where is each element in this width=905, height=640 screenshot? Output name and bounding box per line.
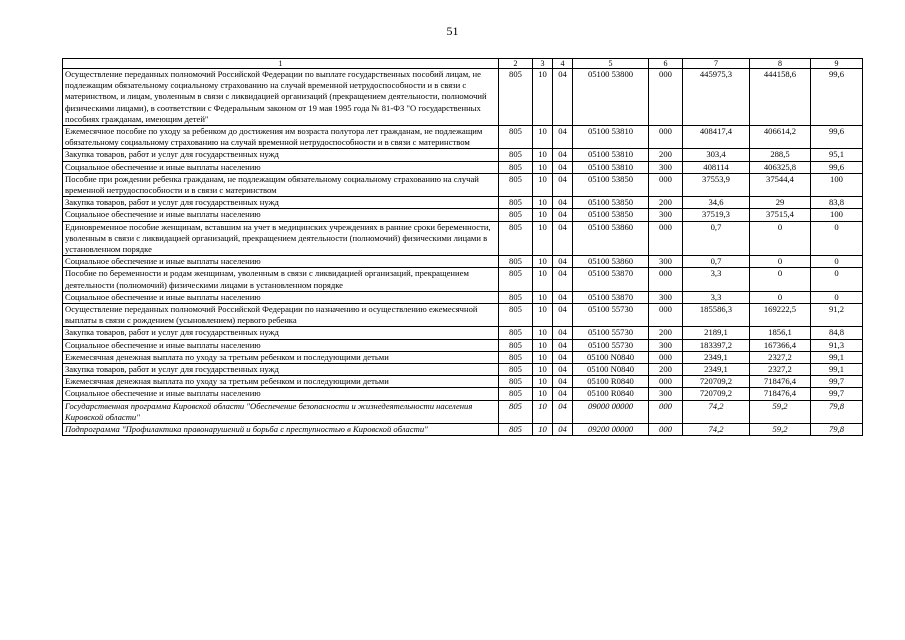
cell-c8: 169222,5 xyxy=(750,304,811,327)
cell-c5: 05100 53860 xyxy=(573,221,649,256)
cell-c2: 805 xyxy=(499,424,533,436)
column-header: 1 xyxy=(63,59,499,69)
column-header: 8 xyxy=(750,59,811,69)
cell-c4: 04 xyxy=(553,291,573,303)
cell-c3: 10 xyxy=(533,173,553,196)
cell-c2: 805 xyxy=(499,364,533,376)
cell-c8: 167366,4 xyxy=(750,339,811,351)
cell-c3: 10 xyxy=(533,400,553,423)
cell-c4: 04 xyxy=(553,161,573,173)
table-row xyxy=(63,69,863,126)
cell-c4: 04 xyxy=(553,424,573,436)
cell-c9: 99,7 xyxy=(811,388,863,400)
cell-c8: 0 xyxy=(750,268,811,291)
cell-c3: 10 xyxy=(533,291,553,303)
cell-c2: 805 xyxy=(499,126,533,149)
row-name-cell: Социальное обеспечение и иные выплаты населению xyxy=(63,209,499,221)
cell-c8: 37515,4 xyxy=(750,209,811,221)
row-name-cell: Закупка товаров, работ и услуг для государственных нужд xyxy=(63,364,499,376)
cell-c8: 288,5 xyxy=(750,149,811,161)
cell-c9: 99,6 xyxy=(811,69,863,126)
cell-c2: 805 xyxy=(499,197,533,209)
cell-c8: 2327,2 xyxy=(750,364,811,376)
cell-c4: 04 xyxy=(553,149,573,161)
cell-c2: 805 xyxy=(499,173,533,196)
cell-c5: 05100 R0840 xyxy=(573,388,649,400)
row-name-cell: Социальное обеспечение и иные выплаты населению xyxy=(63,161,499,173)
row-name-cell: Социальное обеспечение и иные выплаты населению xyxy=(63,291,499,303)
cell-c7: 2349,1 xyxy=(683,364,750,376)
cell-c8: 444158,6 xyxy=(750,69,811,126)
cell-c6: 000 xyxy=(649,126,683,149)
cell-c7: 2349,1 xyxy=(683,351,750,363)
cell-c7: 183397,2 xyxy=(683,339,750,351)
cell-c5: 05100 53870 xyxy=(573,268,649,291)
cell-c5: 05100 53810 xyxy=(573,126,649,149)
row-name-cell: Закупка товаров, работ и услуг для государственных нужд xyxy=(63,197,499,209)
table-row xyxy=(63,256,863,268)
cell-c8: 2327,2 xyxy=(750,351,811,363)
column-header: 2 xyxy=(499,59,533,69)
cell-c7: 37519,3 xyxy=(683,209,750,221)
budget-table xyxy=(62,58,863,436)
cell-c5: 05100 53850 xyxy=(573,209,649,221)
row-name-cell: Ежемесячное пособие по уходу за ребенком до достижения им возраста полутора лет гражданам, не подлежащим обязательному социальному страхованию на случай временной нетрудоспособности и в связи с материнством xyxy=(63,126,499,149)
cell-c4: 04 xyxy=(553,209,573,221)
cell-c4: 04 xyxy=(553,268,573,291)
cell-c9: 0 xyxy=(811,256,863,268)
cell-c6: 300 xyxy=(649,388,683,400)
cell-c6: 300 xyxy=(649,161,683,173)
cell-c7: 0,7 xyxy=(683,256,750,268)
cell-c7: 74,2 xyxy=(683,400,750,423)
cell-c6: 000 xyxy=(649,69,683,126)
cell-c5: 05100 53870 xyxy=(573,291,649,303)
cell-c4: 04 xyxy=(553,173,573,196)
cell-c5: 05100 53850 xyxy=(573,173,649,196)
cell-c9: 100 xyxy=(811,209,863,221)
cell-c5: 05100 N0840 xyxy=(573,351,649,363)
cell-c4: 04 xyxy=(553,221,573,256)
cell-c6: 000 xyxy=(649,424,683,436)
column-header: 4 xyxy=(553,59,573,69)
table-row xyxy=(63,209,863,221)
cell-c7: 720709,2 xyxy=(683,388,750,400)
cell-c4: 04 xyxy=(553,126,573,149)
cell-c5: 05100 53860 xyxy=(573,256,649,268)
cell-c4: 04 xyxy=(553,256,573,268)
cell-c6: 000 xyxy=(649,221,683,256)
cell-c7: 185586,3 xyxy=(683,304,750,327)
cell-c3: 10 xyxy=(533,268,553,291)
cell-c2: 805 xyxy=(499,69,533,126)
cell-c9: 0 xyxy=(811,221,863,256)
table-row xyxy=(63,126,863,149)
cell-c9: 99,7 xyxy=(811,376,863,388)
cell-c5: 05100 55730 xyxy=(573,304,649,327)
cell-c8: 0 xyxy=(750,221,811,256)
cell-c8: 406614,2 xyxy=(750,126,811,149)
cell-c4: 04 xyxy=(553,304,573,327)
page-number: 51 xyxy=(446,24,459,38)
cell-c3: 10 xyxy=(533,149,553,161)
column-header: 3 xyxy=(533,59,553,69)
cell-c4: 04 xyxy=(553,197,573,209)
column-header: 5 xyxy=(573,59,649,69)
cell-c3: 10 xyxy=(533,69,553,126)
cell-c9: 99,6 xyxy=(811,161,863,173)
cell-c9: 99,1 xyxy=(811,364,863,376)
table-row xyxy=(63,161,863,173)
cell-c3: 10 xyxy=(533,256,553,268)
cell-c2: 805 xyxy=(499,376,533,388)
table-row xyxy=(63,291,863,303)
row-name-cell: Закупка товаров, работ и услуг для государственных нужд xyxy=(63,149,499,161)
cell-c7: 74,2 xyxy=(683,424,750,436)
cell-c7: 3,3 xyxy=(683,268,750,291)
cell-c6: 300 xyxy=(649,291,683,303)
table-row xyxy=(63,388,863,400)
cell-c4: 04 xyxy=(553,339,573,351)
cell-c8: 718476,4 xyxy=(750,388,811,400)
row-name-cell: Социальное обеспечение и иные выплаты населению xyxy=(63,388,499,400)
cell-c7: 3,3 xyxy=(683,291,750,303)
cell-c3: 10 xyxy=(533,424,553,436)
table-row xyxy=(63,364,863,376)
cell-c5: 05100 53810 xyxy=(573,161,649,173)
cell-c6: 000 xyxy=(649,351,683,363)
cell-c2: 805 xyxy=(499,291,533,303)
cell-c3: 10 xyxy=(533,351,553,363)
cell-c4: 04 xyxy=(553,327,573,339)
cell-c6: 000 xyxy=(649,304,683,327)
table-row xyxy=(63,376,863,388)
cell-c8: 59,2 xyxy=(750,424,811,436)
table-row xyxy=(63,221,863,256)
cell-c3: 10 xyxy=(533,339,553,351)
table-row xyxy=(63,327,863,339)
table-row xyxy=(63,304,863,327)
cell-c5: 05100 55730 xyxy=(573,339,649,351)
table-row xyxy=(63,197,863,209)
table-row xyxy=(63,424,863,436)
cell-c6: 300 xyxy=(649,209,683,221)
cell-c2: 805 xyxy=(499,209,533,221)
column-header: 7 xyxy=(683,59,750,69)
cell-c4: 04 xyxy=(553,376,573,388)
cell-c6: 000 xyxy=(649,400,683,423)
cell-c9: 100 xyxy=(811,173,863,196)
cell-c6: 200 xyxy=(649,327,683,339)
cell-c3: 10 xyxy=(533,376,553,388)
cell-c3: 10 xyxy=(533,161,553,173)
cell-c7: 408417,4 xyxy=(683,126,750,149)
row-name-cell: Подпрограмма "Профилактика правонарушений и борьба с преступностью в Кировской области" xyxy=(63,424,499,436)
column-header: 9 xyxy=(811,59,863,69)
cell-c9: 0 xyxy=(811,291,863,303)
row-name-cell: Осуществление переданных полномочий Российской Федерации по выплате государственных пособий лицам, не подлежащим обязательному социальному страхованию на случай временной нетрудоспособности и в связи с материнством, и лицам, уволенным в связи с ликвидацией организаций (прекращением деятельности, полномочий физическими лицами), в соответствии с Федеральным законом от 19 мая 1995 года № 81-ФЗ "О государственных пособиях гражданам, имеющим детей" xyxy=(63,69,499,126)
cell-c5: 05100 53810 xyxy=(573,149,649,161)
cell-c2: 805 xyxy=(499,221,533,256)
row-name-cell: Ежемесячная денежная выплата по уходу за третьим ребенком и последующими детьми xyxy=(63,351,499,363)
cell-c7: 37553,9 xyxy=(683,173,750,196)
cell-c2: 805 xyxy=(499,388,533,400)
row-name-cell: Пособие по беременности и родам женщинам, уволенным в связи с ликвидацией организаций, прекращением деятельности (полномочий) физическими лицами в установленном порядке xyxy=(63,268,499,291)
cell-c2: 805 xyxy=(499,149,533,161)
cell-c5: 05100 R0840 xyxy=(573,376,649,388)
cell-c9: 95,1 xyxy=(811,149,863,161)
cell-c9: 79,8 xyxy=(811,400,863,423)
cell-c9: 84,8 xyxy=(811,327,863,339)
cell-c2: 805 xyxy=(499,268,533,291)
cell-c8: 0 xyxy=(750,291,811,303)
row-name-cell: Государственная программа Кировской области "Обеспечение безопасности и жизнедеятельности населения Кировской области" xyxy=(63,400,499,423)
cell-c8: 29 xyxy=(750,197,811,209)
table-row xyxy=(63,400,863,423)
cell-c3: 10 xyxy=(533,364,553,376)
cell-c3: 10 xyxy=(533,304,553,327)
cell-c4: 04 xyxy=(553,69,573,126)
row-name-cell: Пособие при рождении ребенка гражданам, не подлежащим обязательному социальному страхованию на случай временной нетрудоспособности и в связи с материнством xyxy=(63,173,499,196)
cell-c8: 37544,4 xyxy=(750,173,811,196)
table-row xyxy=(63,351,863,363)
table-header-row xyxy=(63,59,863,69)
cell-c6: 000 xyxy=(649,268,683,291)
cell-c2: 805 xyxy=(499,351,533,363)
cell-c3: 10 xyxy=(533,209,553,221)
cell-c7: 0,7 xyxy=(683,221,750,256)
cell-c2: 805 xyxy=(499,256,533,268)
cell-c5: 05100 N0840 xyxy=(573,364,649,376)
row-name-cell: Единовременное пособие женщинам, вставшим на учет в медицинских учреждениях в ранние сроки беременности, уволенным в связи с ликвидацией организаций, прекращением деятельности (полномочий) физическими лицами в установленном порядке xyxy=(63,221,499,256)
cell-c3: 10 xyxy=(533,221,553,256)
cell-c5: 09000 00000 xyxy=(573,400,649,423)
cell-c4: 04 xyxy=(553,388,573,400)
cell-c3: 10 xyxy=(533,126,553,149)
cell-c6: 200 xyxy=(649,197,683,209)
table-row xyxy=(63,339,863,351)
cell-c5: 05100 55730 xyxy=(573,327,649,339)
column-header: 6 xyxy=(649,59,683,69)
cell-c7: 720709,2 xyxy=(683,376,750,388)
cell-c6: 200 xyxy=(649,364,683,376)
cell-c2: 805 xyxy=(499,161,533,173)
cell-c6: 300 xyxy=(649,256,683,268)
cell-c8: 406325,8 xyxy=(750,161,811,173)
cell-c2: 805 xyxy=(499,400,533,423)
cell-c3: 10 xyxy=(533,327,553,339)
table-row xyxy=(63,173,863,196)
cell-c2: 805 xyxy=(499,339,533,351)
cell-c9: 83,8 xyxy=(811,197,863,209)
cell-c8: 718476,4 xyxy=(750,376,811,388)
table-row xyxy=(63,268,863,291)
cell-c2: 805 xyxy=(499,304,533,327)
cell-c7: 408114 xyxy=(683,161,750,173)
cell-c3: 10 xyxy=(533,197,553,209)
cell-c8: 59,2 xyxy=(750,400,811,423)
cell-c9: 99,1 xyxy=(811,351,863,363)
cell-c9: 91,3 xyxy=(811,339,863,351)
table-row xyxy=(63,149,863,161)
cell-c9: 99,6 xyxy=(811,126,863,149)
cell-c6: 200 xyxy=(649,149,683,161)
row-name-cell: Осуществление переданных полномочий Российской Федерации по назначению и осуществлению ежемесячной выплаты в связи с рождением (усыновлением) первого ребенка xyxy=(63,304,499,327)
cell-c6: 000 xyxy=(649,173,683,196)
cell-c4: 04 xyxy=(553,364,573,376)
cell-c9: 79,8 xyxy=(811,424,863,436)
cell-c5: 05100 53850 xyxy=(573,197,649,209)
cell-c2: 805 xyxy=(499,327,533,339)
cell-c5: 05100 53800 xyxy=(573,69,649,126)
row-name-cell: Социальное обеспечение и иные выплаты населению xyxy=(63,256,499,268)
cell-c5: 09200 00000 xyxy=(573,424,649,436)
cell-c7: 303,4 xyxy=(683,149,750,161)
cell-c3: 10 xyxy=(533,388,553,400)
cell-c8: 1856,1 xyxy=(750,327,811,339)
row-name-cell: Социальное обеспечение и иные выплаты населению xyxy=(63,339,499,351)
cell-c4: 04 xyxy=(553,400,573,423)
row-name-cell: Ежемесячная денежная выплата по уходу за третьим ребенком и последующими детьми xyxy=(63,376,499,388)
cell-c7: 445975,3 xyxy=(683,69,750,126)
row-name-cell: Закупка товаров, работ и услуг для государственных нужд xyxy=(63,327,499,339)
cell-c6: 300 xyxy=(649,339,683,351)
cell-c7: 34,6 xyxy=(683,197,750,209)
cell-c9: 0 xyxy=(811,268,863,291)
cell-c8: 0 xyxy=(750,256,811,268)
cell-c9: 91,2 xyxy=(811,304,863,327)
cell-c4: 04 xyxy=(553,351,573,363)
cell-c7: 2189,1 xyxy=(683,327,750,339)
cell-c6: 000 xyxy=(649,376,683,388)
